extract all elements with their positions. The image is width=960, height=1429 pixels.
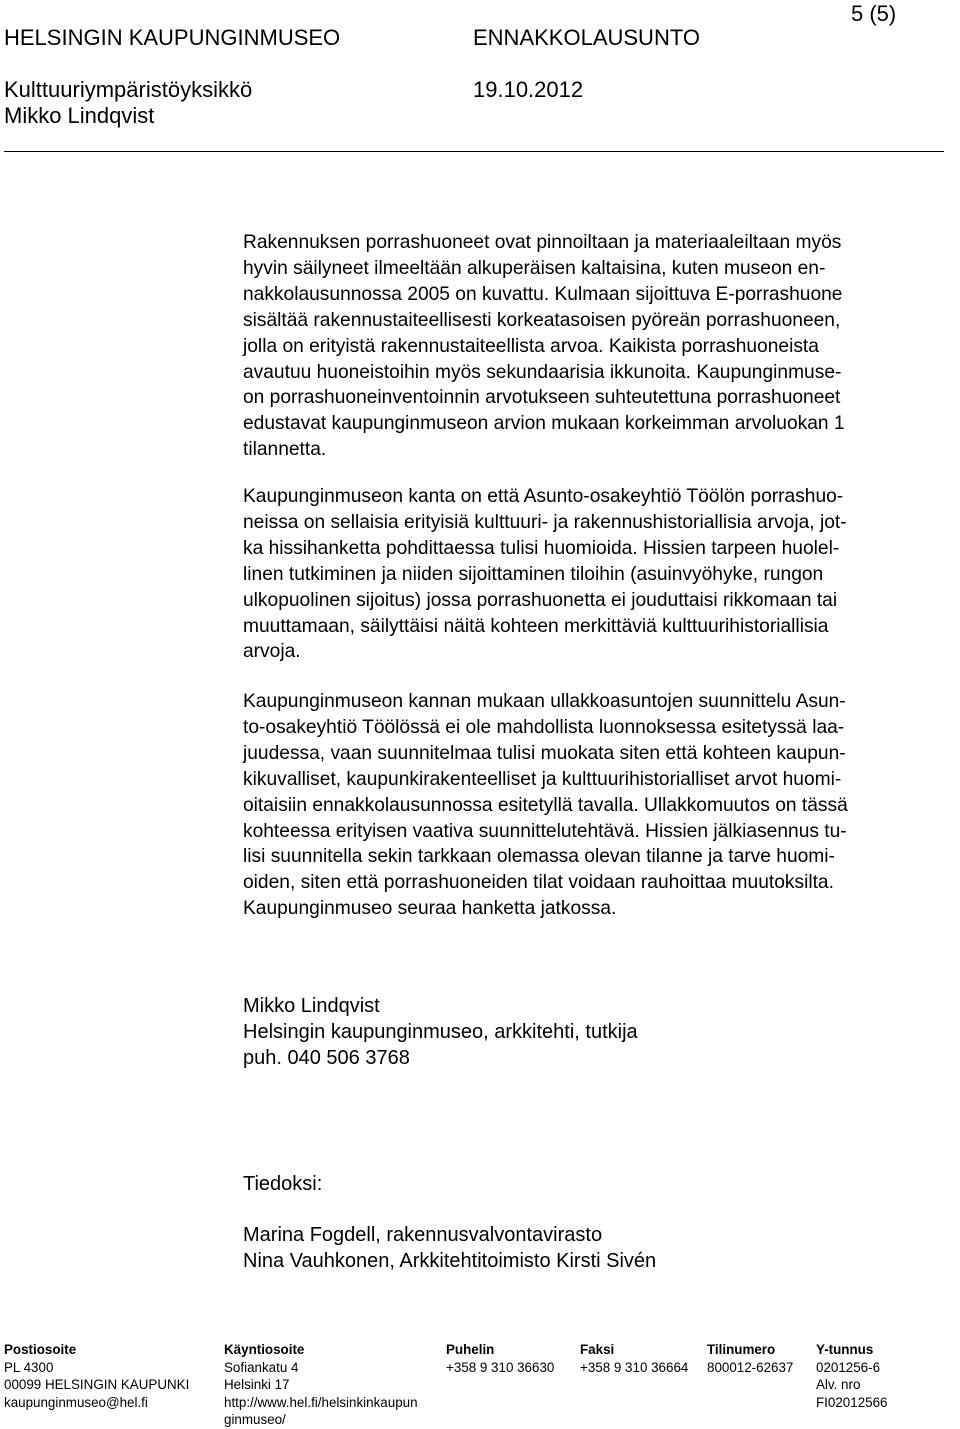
distribution-recipient: Nina Vauhkonen, Arkkitehtitoimisto Kirsti Sivén	[243, 1250, 657, 1272]
paragraph-line: kikuvalliset, kaupunkirakenteelliset ja kulttuurihistorialliset arvot huomi-	[243, 768, 842, 790]
paragraph-line: linen tutkiminen ja niiden sijoittaminen tiloihin (asuinvyöhyke, rungon	[243, 563, 824, 585]
footer-line: Helsinki 17	[224, 1377, 290, 1392]
footer-phone	[446, 1341, 554, 1376]
paragraph-line: on porrashuoneinventoinnin arvotukseen suhteutettuna porrashuoneet	[243, 387, 841, 409]
paragraph-line: avautuu huoneistoihin myös sekundaarisia ikkunoita. Kaupunginmuse-	[243, 361, 842, 383]
organization-name: HELSINGIN KAUPUNGINMUSEO	[4, 25, 341, 50]
footer-line: Alv. nro	[816, 1377, 861, 1392]
footer-line: PL 4300	[4, 1359, 54, 1375]
paragraph-1	[243, 230, 845, 463]
paragraph-line: jolla on erityistä rakennustaiteellista arvoa. Kaikista porrashuoneista	[243, 335, 819, 357]
author-name: Mikko Lindqvist	[4, 103, 155, 128]
paragraph-line: oiden, siten että porrashuoneiden tilat voidaan rauhoittaa muutoksilta.	[243, 872, 834, 894]
page-number: 5 (5)	[851, 1, 897, 26]
paragraph-line: hyvin säilyneet ilmeeltään alkuperäisen kaltaisina, kuten museon en-	[243, 257, 826, 279]
footer-business-id	[816, 1341, 887, 1411]
footer-heading: Puhelin	[446, 1342, 495, 1357]
paragraph-line: ka hissihanketta pohdittaessa tulisi huomioida. Hissien tarpeen huolel-	[243, 537, 840, 559]
document-date: 19.10.2012	[473, 77, 584, 102]
footer-heading: Faksi	[580, 1342, 615, 1357]
paragraph-line: ulkopuolinen sijoitus) jossa porrashuonetta ei jouduttaisi rikkomaan tai	[243, 589, 838, 611]
footer-heading: Käyntiosoite	[224, 1342, 305, 1357]
distribution-recipient: Marina Fogdell, rakennusvalvontavirasto	[243, 1224, 603, 1246]
footer-heading: Tilinumero	[707, 1342, 776, 1357]
paragraph-line: muuttamaan, säilyttäisi näitä kohteen merkittäviä kulttuurihistoriallisia	[243, 615, 829, 637]
footer-line: 800012-62637	[707, 1359, 794, 1375]
signature-phone: puh. 040 506 3768	[243, 1047, 410, 1069]
unit-name: Kulttuuriympäristöyksikkö	[4, 77, 253, 102]
paragraph-line: Kaupunginmuseon kannan mukaan ullakkoasuntojen suunnittelu Asun-	[243, 691, 846, 712]
footer-line: FI02012566	[816, 1394, 888, 1410]
signature-title: Helsingin kaupunginmuseo, arkkitehti, tutkija	[243, 1021, 638, 1043]
footer-visiting-address	[224, 1341, 418, 1429]
footer-line: Sofiankatu 4	[224, 1359, 299, 1375]
paragraph-line: edustavat kaupunginmuseon arvion mukaan korkeimman arvoluokan 1	[243, 413, 845, 435]
footer-line: kaupunginmuseo@hel.fi	[4, 1394, 148, 1410]
footer-fax	[580, 1341, 688, 1376]
paragraph-line: arvoja.	[243, 641, 301, 663]
footer-line: 0201256-6	[816, 1359, 881, 1375]
footer-line: http://www.hel.fi/helsinkinkaupun	[224, 1394, 418, 1410]
distribution-list	[243, 1222, 656, 1274]
document-type: ENNAKKOLAUSUNTO	[473, 25, 700, 50]
footer-line: 00099 HELSINGIN KAUPUNKI	[4, 1377, 190, 1392]
footer-heading: Postiosoite	[4, 1342, 77, 1357]
distribution-label: Tiedoksi:	[243, 1173, 323, 1195]
paragraph-line: nakkolausunnossa 2005 on kuvattu. Kulmaan sijoittuva E-porrashuone	[243, 283, 843, 305]
paragraph-line: Rakennuksen porrashuoneet ovat pinnoiltaan ja materiaaleiltaan myös	[243, 232, 842, 253]
paragraph-line: lisi suunnitella sekin tarkkaan olemassa olevan tilanne ja tarve huomi-	[243, 846, 835, 868]
signature-block	[243, 993, 638, 1071]
paragraph-3	[243, 689, 848, 922]
paragraph-line: to-osakeyhtiö Töölössä ei ole mahdollista luonnoksessa esitetyssä laa-	[243, 716, 845, 738]
paragraph-line: Kaupunginmuseo seuraa hanketta jatkossa.	[243, 898, 617, 920]
paragraph-line: tilannetta.	[243, 439, 327, 461]
paragraph-line: juudessa, vaan suunnitelmaa tulisi muokata siten että kohteen kaupun-	[243, 742, 846, 764]
paragraph-line: kohteessa erityisen vaativa suunnittelutehtävä. Hissien jälkiasennus tu-	[243, 820, 847, 842]
paragraph-line: oitaisiin ennakkolausunnossa esitetyllä tavalla. Ullakkomuutos on tässä	[243, 794, 848, 816]
footer-line: +358 9 310 36664	[580, 1359, 689, 1375]
header-divider	[4, 151, 944, 152]
footer-heading: Y-tunnus	[816, 1342, 874, 1357]
paragraph-line: sisältää rakennustaiteellisesti korkeatasoisen pyöreän porrashuoneen,	[243, 309, 841, 331]
signature-name: Mikko Lindqvist	[243, 995, 380, 1017]
paragraph-2	[243, 484, 847, 665]
paragraph-line: Kaupunginmuseon kanta on että Asunto-osakeyhtiö Töölön porrashuo-	[243, 486, 844, 507]
footer-line: ginmuseo/	[224, 1412, 286, 1427]
paragraph-line: neissa on sellaisia erityisiä kulttuuri- ja rakennushistoriallisia arvoja, jot-	[243, 511, 847, 533]
footer-account	[707, 1341, 793, 1376]
footer-line: +358 9 310 36630	[446, 1359, 555, 1375]
footer-postal-address	[4, 1341, 189, 1411]
